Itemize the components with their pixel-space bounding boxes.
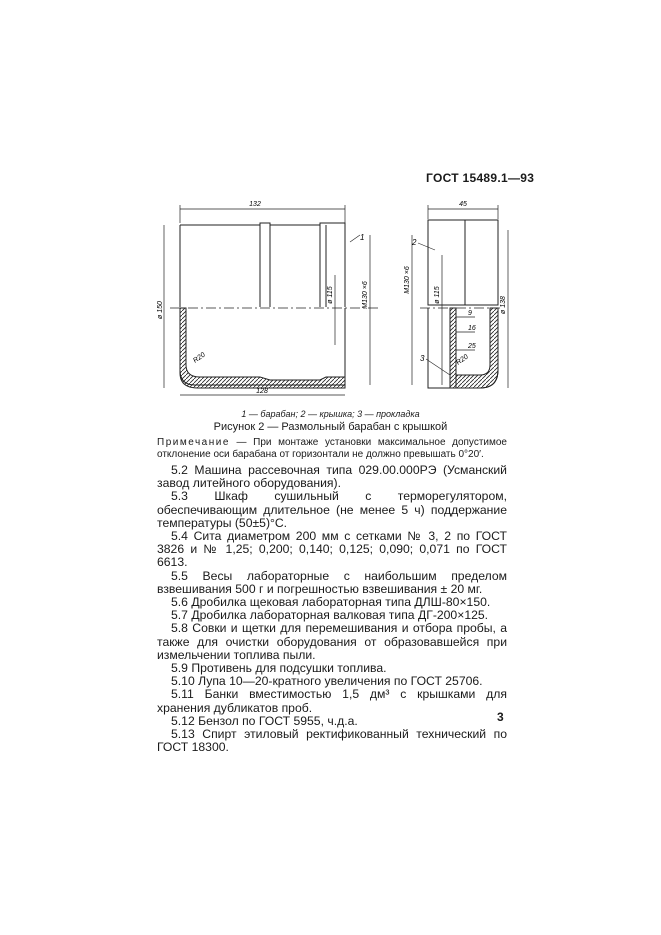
drum-dimensions — [164, 205, 370, 395]
lid-outer-dia-label: ø 138 — [500, 296, 507, 314]
note-label: Примечание — [157, 437, 230, 448]
list-item: 5.2 Машина рассевочная типа 029.00.000РЭ (Усманский завод литейного оборудования). — [157, 463, 507, 491]
lid-inner-dia-label: ø 115 — [434, 286, 441, 304]
note-text: — При монтаже установки максимальное допустимое отклонение оси барабана от горизонтали не должно превышать 0°20′. — [157, 437, 507, 460]
page-number: 3 — [497, 710, 504, 724]
callout-3: 3 — [420, 354, 425, 363]
list-item: 5.13 Спирт этиловый ректификованный технический по ГОСТ 18300. — [157, 727, 507, 755]
callout-1: 1 — [360, 233, 365, 242]
lid-dim-25-label: 25 — [468, 343, 476, 350]
list-item: 5.4 Сита диаметром 200 мм с сетками № 3, 2 по ГОСТ 3826 и № 1,25; 0,200; 0,140; 0,125; 0,090; 0,071 по ГОСТ 6613. — [157, 529, 507, 570]
list-item: 5.10 Лупа 10—20-кратного увеличения по ГОСТ 25706. — [171, 674, 483, 689]
list-item: 5.11 Банки вместимостью 1,5 дм³ с крышками для хранения дубликатов проб. — [157, 687, 507, 715]
figure-title: Рисунок 2 — Размольный барабан с крышкой — [213, 421, 448, 433]
list-item: 5.5 Весы лабораторные с наибольшим пределом взвешивания 500 г и погрешностью взвешивания ± 20 мг. — [157, 568, 507, 596]
callout-2: 2 — [412, 238, 417, 247]
drum-wall-section — [180, 308, 345, 388]
drum-radius-label: R20 — [192, 351, 207, 365]
list-item: 5.6 Дробилка щековая лабораторная типа ДЛШ-80×150. — [171, 595, 491, 610]
lid-dim-9-label: 9 — [468, 310, 472, 317]
drum-thread-label: M130 ×6 — [362, 281, 369, 309]
drum-inner-dia-label: ø 115 — [327, 286, 334, 304]
lid-radius-label: R20 — [455, 353, 470, 367]
equipment-list — [157, 464, 507, 754]
list-item: 5.3 Шкаф сушильный с терморегулятором, обеспечивающим длительное (не менее 5 ч) поддержание температуры (50±5)°С. — [157, 489, 507, 530]
list-item: 5.12 Бензол по ГОСТ 5955, ч.д.а. — [171, 713, 358, 728]
list-item: 5.8 Совки и щетки для перемешивания и отбора пробы, а также для очистки оборудования от образовавшейся при измельчении топлива пыли. — [157, 621, 507, 662]
list-item: 5.9 Противень для подсушки топлива. — [171, 661, 387, 676]
drum-drawing — [150, 195, 520, 410]
lid-width-label: 45 — [459, 201, 467, 208]
drum-base-label: 128 — [256, 388, 268, 395]
lid-thread-label: M130 ×6 — [404, 266, 411, 294]
standard-header: ГОСТ 15489.1—93 — [426, 171, 535, 185]
lid-dim-16-label: 16 — [468, 325, 476, 332]
figure-note — [157, 437, 507, 461]
figure-legend: 1 — барабан; 2 — крышка; 3 — прокладка — [241, 409, 420, 419]
list-item: 5.7 Дробилка лабораторная валковая типа ДГ-200×125. — [171, 608, 489, 623]
drum-outer-dia-label: ø 150 — [157, 301, 164, 319]
drum-length-label: 132 — [249, 201, 261, 208]
